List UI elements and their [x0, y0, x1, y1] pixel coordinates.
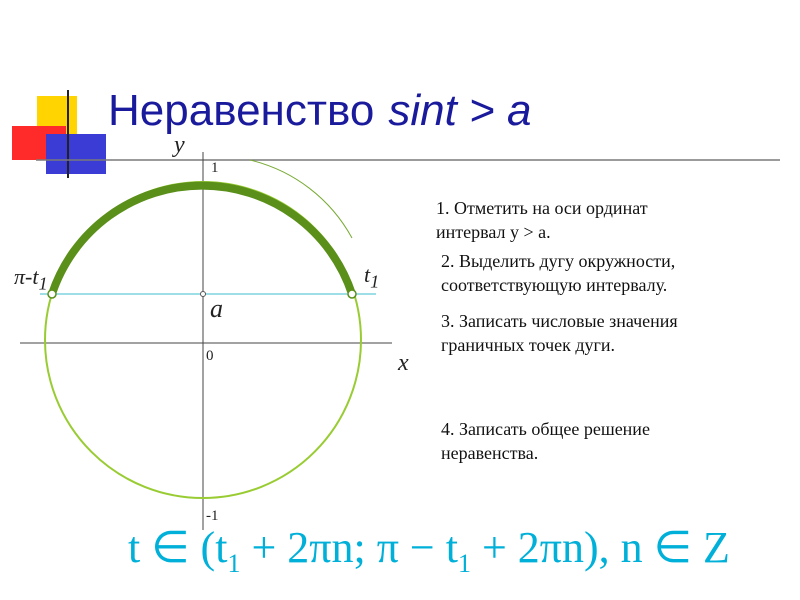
- step-3: 3. Записать числовые значения граничных точек дуги.: [441, 311, 678, 355]
- solution-arc: [52, 186, 352, 294]
- solution-formula: [128, 522, 730, 579]
- point-right: [348, 290, 356, 298]
- point-right-text: t: [364, 262, 371, 287]
- tick-bottom-label: -1: [206, 508, 219, 524]
- step-1: 1. Отметить на оси ординат интервал y > a.: [436, 198, 648, 242]
- x-axis-label: x: [398, 350, 409, 376]
- level-a-label: a: [210, 294, 223, 323]
- step-4: 4. Записать общее решение неравенства.: [441, 419, 650, 463]
- formula-part-1: t ∈ (t: [128, 523, 228, 572]
- tick-top-label: 1: [211, 160, 219, 176]
- origin-label: 0: [206, 348, 214, 364]
- formula-sub-1: 1: [227, 548, 241, 578]
- point-a: [201, 292, 206, 297]
- point-left: [48, 290, 56, 298]
- point-left-label: [14, 264, 48, 294]
- step-2: 2. Выделить дугу окружности, соответствующую интервалу.: [441, 251, 676, 295]
- point-right-sub: 1: [370, 271, 380, 292]
- y-axis-label: y: [174, 132, 185, 158]
- title-text: Неравенство: [108, 86, 375, 135]
- point-right-label: [364, 262, 379, 292]
- formula-sub-2: 1: [457, 548, 471, 578]
- title-expression: sint > a: [388, 86, 532, 135]
- formula-part-3: + 2πn), n ∈ Z: [470, 523, 730, 572]
- point-left-sub: 1: [38, 273, 48, 294]
- formula-part-2: + 2πn; π − t: [240, 523, 458, 572]
- point-left-text: π-t: [14, 264, 39, 289]
